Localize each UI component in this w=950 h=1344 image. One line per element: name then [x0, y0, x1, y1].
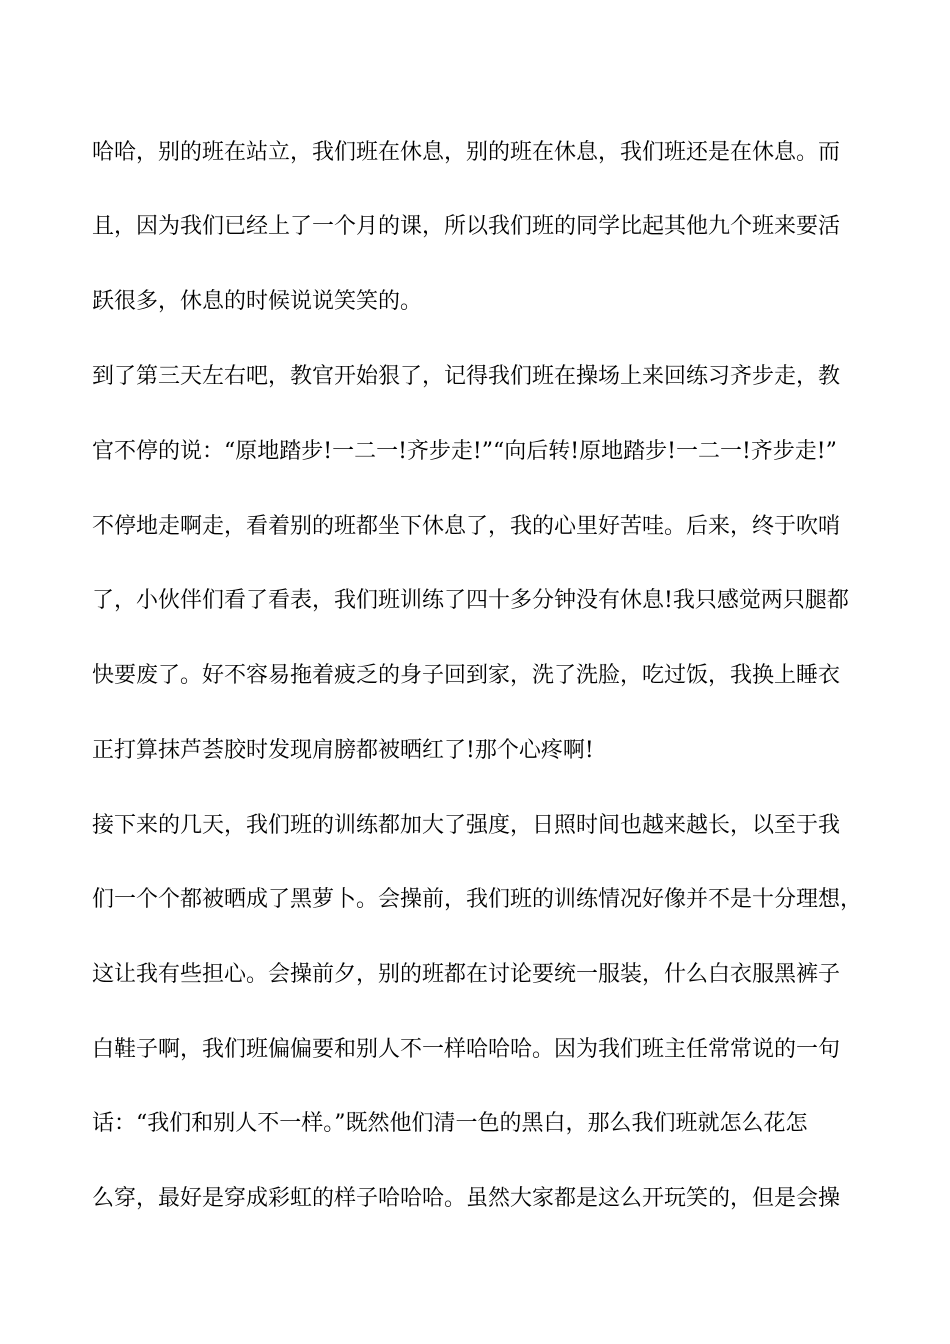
text-line-11: 们一个个都被晒成了黑萝卜。会操前，我们班的训练情况好像并不是十分理想，: [92, 887, 863, 912]
text-line-15: 么穿，最好是穿成彩虹的样子哈哈哈。虽然大家都是这么开玩笑的，但是会操: [92, 1186, 841, 1211]
text-line-13: 白鞋子啊，我们班偏偏要和别人不一样哈哈哈。因为我们班主任常常说的一句: [92, 1037, 841, 1062]
text-line-7: 了，小伙伴们看了看表，我们班训练了四十多分钟没有休息!我只感觉两只腿都: [92, 588, 849, 613]
text-line-2: 且，因为我们已经上了一个月的课，所以我们班的同学比起其他九个班来要活: [92, 214, 841, 239]
text-line-3: 跃很多，休息的时候说说笑笑的。: [92, 289, 423, 314]
text-line-12: 这让我有些担心。会操前夕，别的班都在讨论要统一服装，什么白衣服黑裤子: [92, 962, 841, 987]
text-line-10: 接下来的几天，我们班的训练都加大了强度，日照时间也越来越长，以至于我: [92, 813, 841, 838]
text-line-6: 不停地走啊走，看着别的班都坐下休息了，我的心里好苦哇。后来，终于吹哨: [92, 514, 841, 539]
text-line-1: 哈哈，别的班在站立，我们班在休息，别的班在休息，我们班还是在休息。而: [92, 140, 841, 165]
text-line-9: 正打算抹芦荟胶时发现肩膀都被晒红了!那个心疼啊!: [92, 738, 594, 763]
text-line-4: 到了第三天左右吧，教官开始狠了，记得我们班在操场上来回练习齐步走，教: [92, 364, 841, 389]
text-line-8: 快要废了。好不容易拖着疲乏的身子回到家，洗了洗脸，吃过饭，我换上睡衣: [92, 663, 841, 688]
text-line-5: 官不停的说：“原地踏步!一二一!齐步走!”“向后转!原地踏步!一二一!齐步走!”: [92, 439, 837, 464]
text-line-14: 话：“我们和别人不一样。”既然他们清一色的黑白，那么我们班就怎么花怎: [92, 1111, 808, 1136]
